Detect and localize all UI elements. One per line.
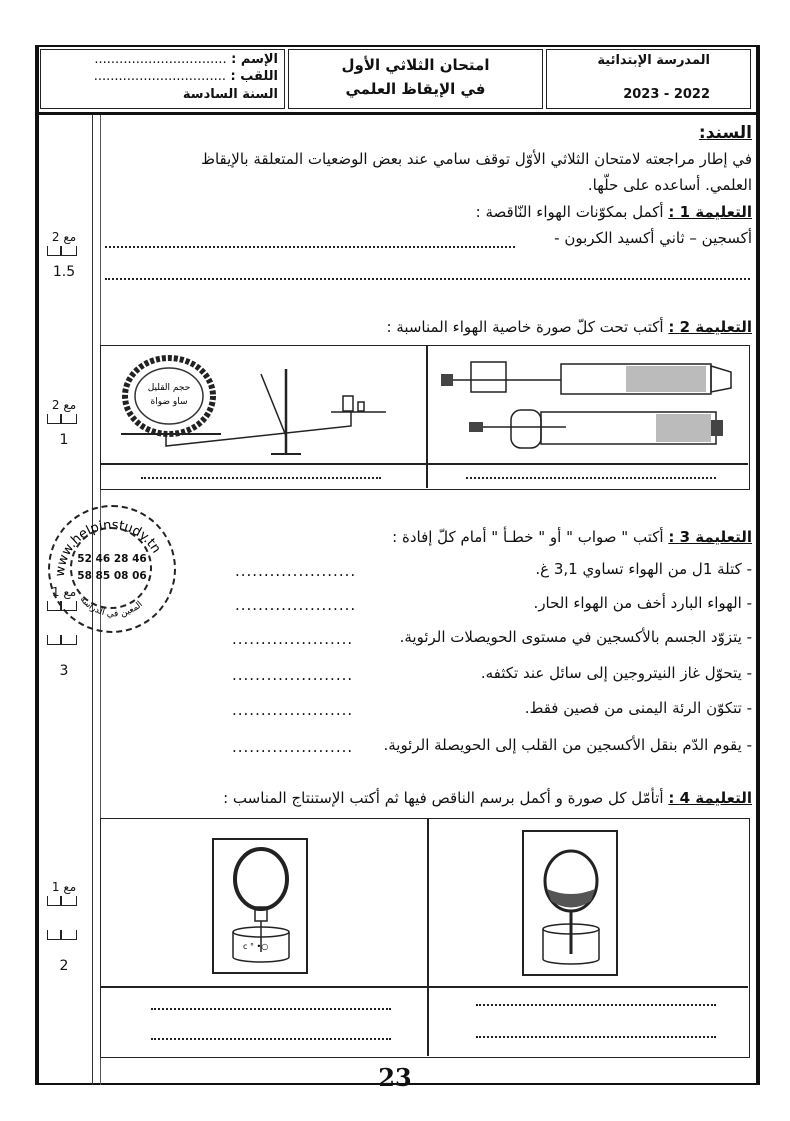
task4-table — [100, 818, 750, 1058]
task1-instruction: أكمل بمكوّنات الهواء النّاقصة : — [475, 203, 664, 221]
exam-header — [35, 45, 760, 115]
surname-field[interactable]: ................................ — [93, 69, 226, 84]
task2-answer-right[interactable] — [466, 476, 716, 479]
task3-answer-5[interactable]: ..................... — [232, 701, 354, 719]
flask-experiment-right — [521, 829, 621, 977]
score-points: 1.5 — [52, 264, 76, 280]
exam-title-line2: في الإيقاظ العلمي — [345, 80, 486, 98]
task3-statement: - الهواء البارد أخف من الهواء الحار. — [533, 594, 752, 612]
task3-heading: التعليمة 3 : — [668, 528, 752, 546]
task3-statement: - يتزوّد الجسم بالأكسجين في مستوى الحويصلات الرئوية. — [399, 628, 752, 646]
score-points: 3 — [59, 663, 69, 679]
syringes-illustration — [441, 352, 741, 460]
task3-instruction: أكتب " صواب " أو " خطـأ " أمام كلّ إفادة : — [392, 528, 664, 546]
page-number: 23 — [378, 1063, 412, 1092]
task4-answer-right-2[interactable] — [476, 1035, 716, 1038]
task3-answer-2[interactable]: ..................... — [235, 596, 357, 614]
task2-heading: التعليمة 2 : — [668, 318, 752, 336]
weight-icon — [358, 402, 364, 411]
task4-answer-right-1[interactable] — [476, 1003, 716, 1006]
stamp-slogan: المعين في الدراسة — [77, 594, 145, 620]
name-row — [94, 52, 278, 67]
balance-illustration — [121, 354, 411, 459]
task4-instruction: أتأمّل كل صورة و أكمل برسم الناقص فيها ثم أكتب الإستنتاج المناسب : — [223, 789, 664, 807]
score-boxes[interactable] — [47, 414, 77, 424]
task4-answer-left-2[interactable] — [151, 1037, 391, 1040]
score-criterion: مع 1 — [51, 880, 77, 894]
student-info-cell — [40, 49, 285, 109]
ball-text-1: حجم القليل — [147, 383, 191, 393]
score-criterion: مع 2 — [51, 230, 77, 244]
score-points: 2 — [59, 958, 69, 974]
context-line-2: العلمي. أساعده على حلّها. — [587, 176, 752, 194]
task2-instruction: أكتب تحت كلّ صورة خاصية الهواء المناسبة : — [386, 318, 664, 336]
flask-experiment-left — [211, 837, 311, 977]
exam-title-line1: امتحان الثلاثي الأول — [341, 56, 490, 74]
score-boxes[interactable] — [47, 896, 77, 906]
task4-heading: التعليمة 4 : — [668, 789, 752, 807]
score-points: 1 — [59, 432, 69, 448]
context-line-1: في إطار مراجعته لامتحان الثلاثي الأوّل توقف سامي عند بعض الوضعيات المتعلقة بالإيقاظ — [201, 150, 752, 168]
task2-answer-left[interactable] — [141, 476, 381, 479]
stamp-phone-2: 58 85 08 06 — [77, 570, 147, 582]
task3-statement: - كتلة 1ل من الهواء تساوي 3,1 غ. — [535, 560, 752, 578]
helpinstudy-stamp — [48, 505, 176, 633]
task2-table — [100, 345, 750, 490]
stamp-website: www.helpinstudy.tn — [52, 517, 164, 578]
score-criterion: مع 1 — [51, 585, 77, 599]
surname-label: اللقب : — [230, 69, 278, 84]
score-boxes[interactable] — [47, 635, 77, 645]
task1-heading: التعليمة 1 : — [668, 203, 752, 221]
task3-statement: - تتكوّن الرئة اليمنى من فصين فقط. — [524, 699, 752, 717]
name-label: الإسم : — [231, 52, 278, 67]
task1-title — [476, 199, 752, 225]
grade-label: السنة السادسة — [182, 87, 278, 102]
stamp-phone-1: 52 46 28 46 — [77, 553, 147, 565]
task3-answer-4[interactable]: ..................... — [232, 666, 354, 684]
stamp-inner-ring — [70, 527, 152, 609]
name-field[interactable]: ................................ — [94, 52, 227, 67]
exam-title-cell — [288, 49, 543, 109]
task1-answer-line-2[interactable] — [105, 277, 750, 280]
task3-title — [392, 524, 752, 550]
table-divider — [101, 463, 748, 465]
table-divider — [101, 986, 748, 988]
score-criterion: مع 2 — [51, 398, 77, 412]
ball-text-2: ساو ضواة — [150, 397, 188, 407]
school-year: 2023 - 2022 — [623, 87, 710, 102]
task3-answer-1[interactable]: ..................... — [235, 562, 357, 580]
task1-answer-line-1[interactable] — [105, 245, 515, 248]
task4-answer-left-1[interactable] — [151, 1007, 391, 1010]
task4-title — [223, 785, 752, 811]
school-cell — [546, 49, 751, 109]
score-boxes[interactable] — [47, 246, 77, 256]
ball-icon — [125, 358, 213, 434]
task2-title — [386, 314, 752, 340]
bubbles-icon: c ° •○ — [243, 942, 269, 951]
task3-answer-3[interactable]: ..................... — [232, 630, 354, 648]
surname-row — [94, 69, 278, 84]
table-divider — [427, 819, 429, 1056]
score-boxes[interactable] — [47, 930, 77, 940]
task1-given: أكسجين – ثاني أكسيد الكربون - — [554, 229, 752, 247]
context-heading: السند: — [698, 123, 752, 143]
task3-answer-6[interactable]: ..................... — [232, 738, 354, 756]
table-divider — [426, 346, 428, 488]
task3-statement: - يتحوّل غاز النيتروجين إلى سائل عند تكثفه. — [480, 664, 752, 682]
score-block-1 — [35, 230, 93, 280]
school-name: المدرسة الإبتدائية — [597, 53, 710, 68]
score-block-2 — [35, 398, 93, 448]
weight-icon — [343, 396, 353, 411]
task3-statement: - يقوم الدّم بنقل الأكسجين من القلب إلى الحويصلة الرئوية. — [383, 736, 752, 754]
score-block-4 — [35, 880, 93, 974]
